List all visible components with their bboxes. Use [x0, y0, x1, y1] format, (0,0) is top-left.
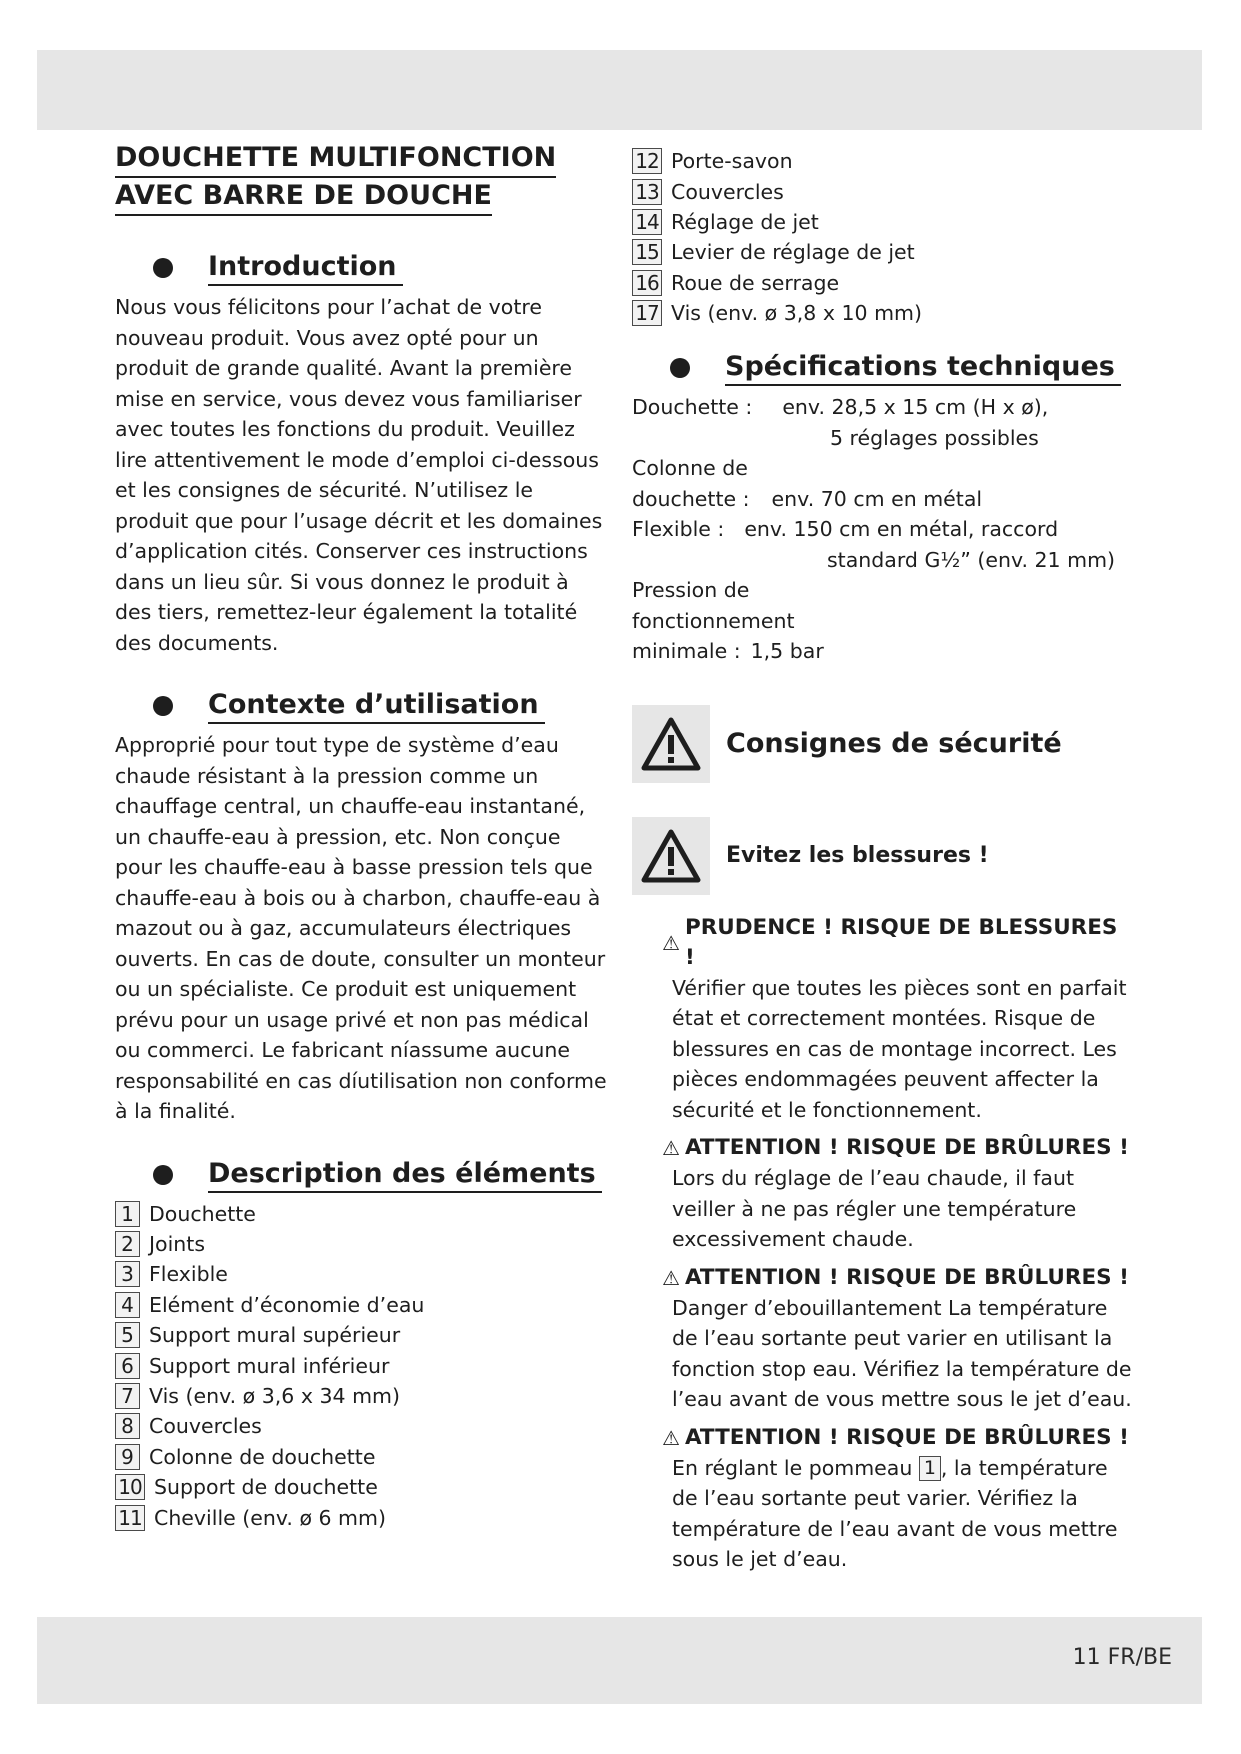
list-item: 4 Elément d’économie d’eau: [115, 1290, 610, 1320]
document-title: [115, 140, 610, 216]
list-item: 7 Vis (env. ø 3,6 x 34 mm): [115, 1381, 610, 1411]
spec-value: env. 70 cm en métal: [771, 486, 983, 511]
spec-value: env. 28,5 x 15 cm (H x ø),: [782, 395, 1049, 420]
safety-subheading: Evitez les blessures !: [632, 817, 1132, 895]
list-item: 8 Couvercles: [115, 1411, 610, 1441]
bullet-icon: [153, 696, 173, 716]
part-ref: 1: [919, 1456, 941, 1481]
spec-label: Colonne de: [632, 456, 748, 481]
spec-value: env. 150 cm en métal, raccord: [744, 517, 1059, 542]
spec-label: fonctionnement: [632, 608, 795, 633]
parts-list-1: [115, 1199, 610, 1533]
title-line-1: DOUCHETTE MULTIFONCTION: [115, 140, 556, 178]
spec-label: Douchette :: [632, 395, 753, 420]
spec-value: 5 réglages possibles: [830, 425, 1039, 450]
bullet-icon: [153, 258, 173, 278]
spec-label: Pression de: [632, 578, 750, 603]
header-band: [37, 50, 1202, 130]
specs-heading: Spécifications techniques: [632, 350, 1132, 386]
warning-small-icon: ⚠: [662, 930, 680, 955]
warning-text: Lors du réglage de l’eau chaude, il faut veiller à ne pas régler une température excessivement chaude.: [672, 1166, 1077, 1252]
safety-heading: Consignes de sécurité: [632, 705, 1132, 783]
warning-small-icon: ⚠: [662, 1425, 680, 1450]
spec-label: minimale :: [632, 639, 741, 664]
warning-small-icon: ⚠: [662, 1136, 680, 1161]
right-column: [632, 140, 1132, 1575]
list-item: 13 Couvercles: [632, 176, 1132, 206]
list-item: 5 Support mural supérieur: [115, 1320, 610, 1350]
bullet-icon: [153, 1165, 173, 1185]
list-item: 11 Cheville (env. ø 6 mm): [115, 1502, 610, 1532]
warning-text: Vérifier que toutes les pièces sont en parfait état et correctement montées. Risque de blessures en cas de montage incorrect. Les pièces endommagées peuvent affecter la sécurité et le fonctionnement.: [672, 975, 1127, 1122]
warning-text: En réglant le pommeau 1 , la température de l’eau sortante peut varier. Vérifiez la température de l’eau avant de vous mettre sous le jet d’eau.: [672, 1455, 1118, 1572]
list-item: 10 Support de douchette: [115, 1472, 610, 1502]
bullet-icon: [670, 358, 690, 378]
list-item: 16 Roue de serrage: [632, 268, 1132, 298]
list-item: 6 Support mural inférieur: [115, 1350, 610, 1380]
introduction-text: Nous vous félicitons pour l’achat de votre nouveau produit. Vous avez opté pour un produit de grande qualité. Avant la première mise en service, vous devez vous familiariser avec toutes les fonctions du produit. Veuillez lire attentivement le mode d’emploi ci-dessous et les consignes de sécurité. N’utilisez le produit que pour l’usage décrit et les domaines d’application cités. Conserver ces instructions dans un lieu sûr. Si vous donnez le produit à des tiers, remettez-leur également la totalité des documents.: [115, 295, 603, 655]
warning-block: ⚠ ATTENTION ! RISQUE DE BRÛLURES ! En réglant le pommeau 1 , la température de l’eau sortante peut varier. Vérifiez la température de l’eau avant de vous mettre sous le jet d’eau.: [662, 1423, 1132, 1575]
warning-triangle-icon: [632, 705, 710, 783]
list-item: 17 Vis (env. ø 3,8 x 10 mm): [632, 298, 1132, 328]
specs-table: [632, 392, 1132, 667]
warning-text: Danger d’ebouillantement La température de l’eau sortante peut varier en utilisant la fonction stop eau. Vérifiez la température de l’eau avant de vous mettre sous le jet d’eau.: [672, 1295, 1132, 1412]
list-item: 1 Douchette: [115, 1199, 610, 1229]
warning-block: ⚠ ATTENTION ! RISQUE DE BRÛLURES ! Lors du réglage de l’eau chaude, il faut veiller à ne pas régler une température excessivement chaude.: [662, 1133, 1132, 1255]
warning-block: ⚠ ATTENTION ! RISQUE DE BRÛLURES ! Danger d’ebouillantement La température de l’eau sortante peut varier en utilisant la fonction stop eau. Vérifiez la température de l’eau avant de vous mettre sous le jet d’eau.: [662, 1263, 1132, 1415]
list-item: 2 Joints: [115, 1229, 610, 1259]
page-number: 11 FR/BE: [1072, 1645, 1172, 1670]
spec-value: 1,5 bar: [750, 639, 824, 664]
list-item: 3 Flexible: [115, 1259, 610, 1289]
spec-value: standard G½” (env. 21 mm): [827, 547, 1116, 572]
introduction-heading: Introduction: [115, 250, 610, 286]
left-column: [115, 140, 610, 1533]
title-line-2: AVEC BARRE DE DOUCHE: [115, 178, 492, 216]
warning-block: ⚠ PRUDENCE ! RISQUE DE BLESSURES ! Vérifier que toutes les pièces sont en parfait état et correctement montées. Risque de blessures en cas de montage incorrect. Les pièces endommagées peuvent affecter la sécurité et le fonctionnement.: [662, 913, 1132, 1126]
list-item: 15 Levier de réglage de jet: [632, 237, 1132, 267]
context-heading: Contexte d’utilisation: [115, 688, 610, 724]
footer-band: [37, 1617, 1202, 1704]
list-item: 9 Colonne de douchette: [115, 1442, 610, 1472]
warning-triangle-icon: [632, 817, 710, 895]
list-item: 14 Réglage de jet: [632, 207, 1132, 237]
description-heading: Description des éléments: [115, 1157, 610, 1193]
parts-list-2: [632, 146, 1132, 328]
warning-small-icon: ⚠: [662, 1265, 680, 1290]
context-text: Approprié pour tout type de système d’eau chaude résistant à la pression comme un chauffage central, un chauffe-eau instantané, un chauffe-eau à pression, etc. Non conçue pour les chauffe-eau à basse pression tels que chauffe-eau à bois ou à charbon, chauffe-eau à mazout ou à gaz, accumulateurs électriques ouverts. En cas de doute, consulter un monteur ou un spécialiste. Ce produit est uniquement prévu pour un usage privé et non pas médical ou commerci. Le fabricant níassume aucune responsabilité en cas díutilisation non conforme à la finalité.: [115, 733, 607, 1123]
spec-label: douchette :: [632, 486, 750, 511]
list-item: 12 Porte-savon: [632, 146, 1132, 176]
spec-label: Flexible :: [632, 517, 725, 542]
